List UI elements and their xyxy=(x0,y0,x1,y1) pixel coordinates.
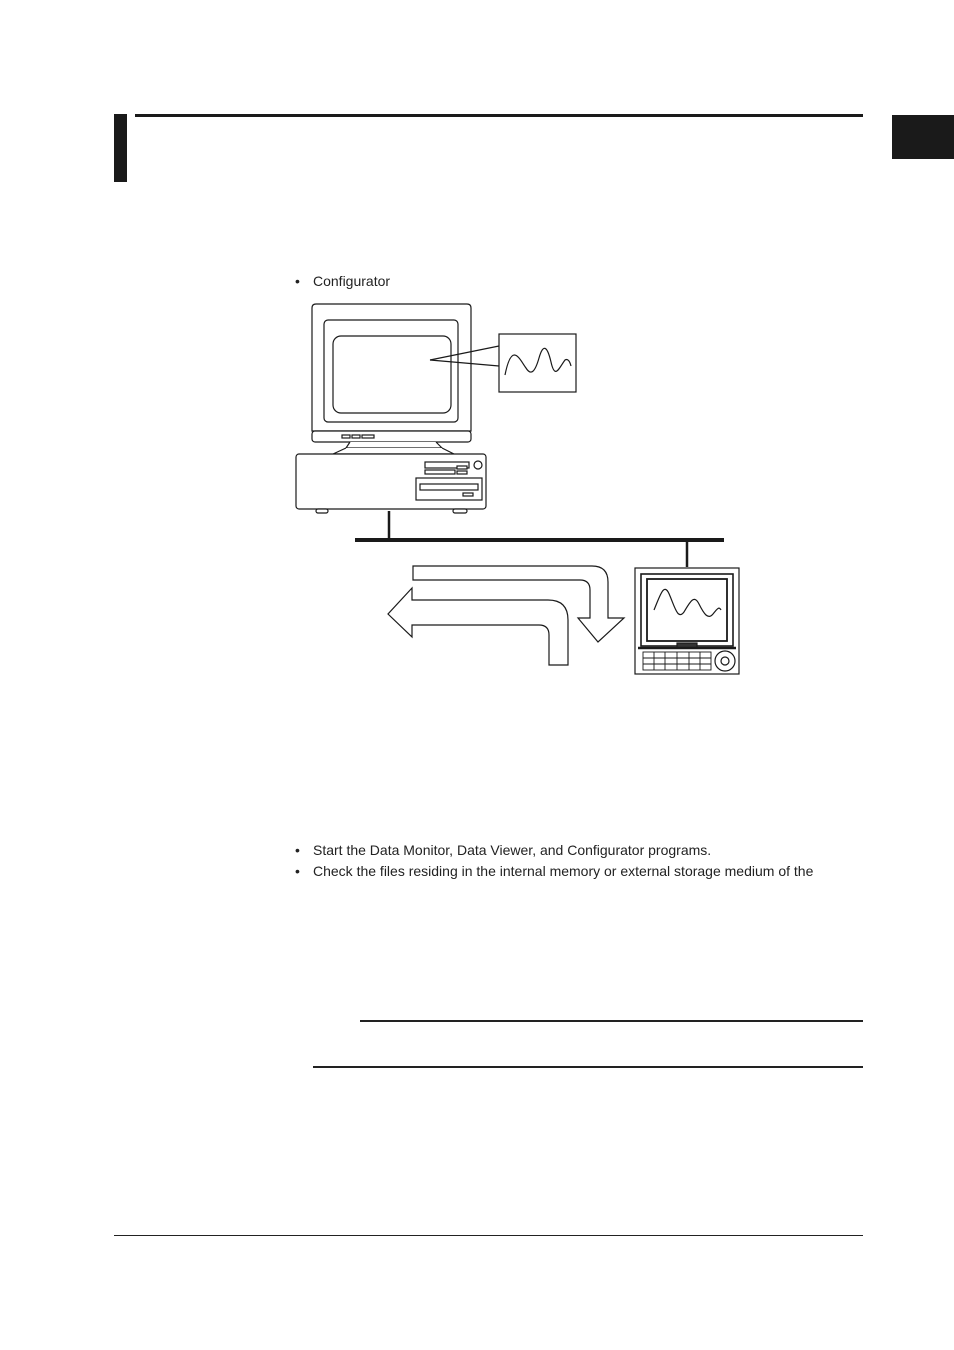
recorder-device xyxy=(635,568,739,674)
footer-rule xyxy=(114,1235,863,1236)
feature-item-2 xyxy=(295,862,855,880)
bullet-dot: • xyxy=(295,842,300,858)
data-flow-arrows xyxy=(388,566,624,665)
configurator-label: Configurator xyxy=(313,273,391,289)
network-bus xyxy=(355,511,724,567)
note-bottom-rule xyxy=(313,1066,863,1068)
bullet-dot: • xyxy=(295,273,300,289)
arrow-to-pc xyxy=(388,588,568,665)
feature-text: Start the Data Monitor, Data Viewer, and Configurator programs. xyxy=(313,842,712,858)
note-top-rule xyxy=(360,1020,863,1022)
feature-item-1 xyxy=(295,841,855,859)
feature-text: Check the files residing in the internal memory or external storage medium of the xyxy=(313,863,814,879)
bullet-dot: • xyxy=(295,863,300,879)
pc-monitor xyxy=(312,304,471,454)
pc-base-unit xyxy=(296,454,486,513)
